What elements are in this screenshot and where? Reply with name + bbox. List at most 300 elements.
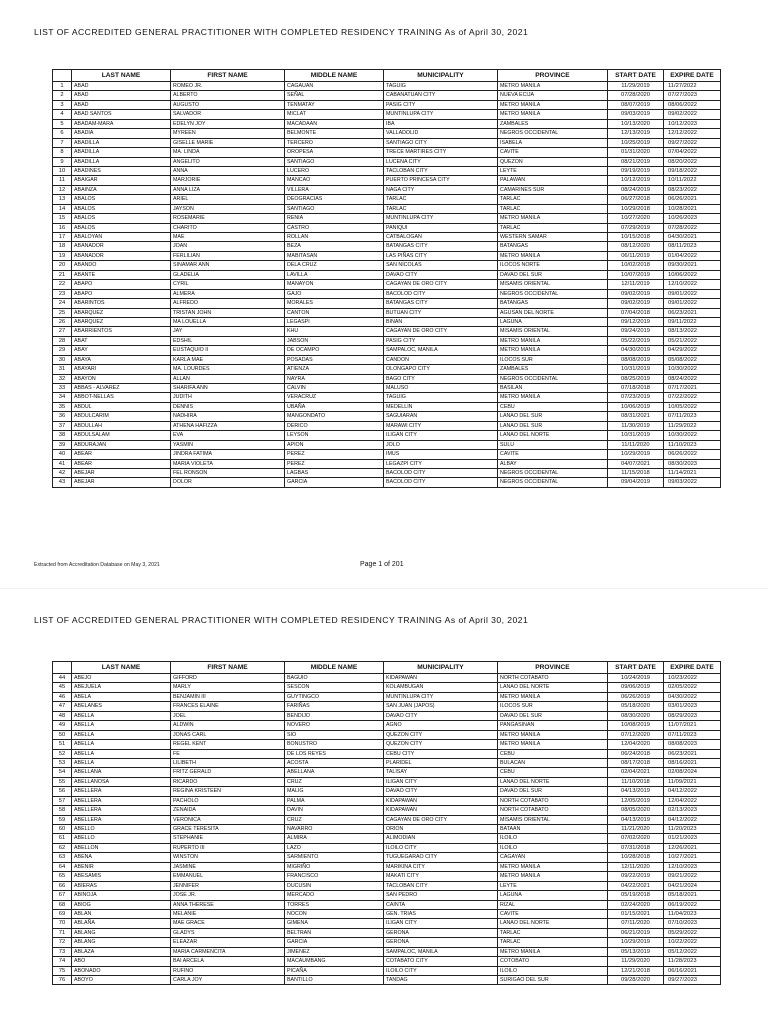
municipality-cell: CAINTA bbox=[384, 900, 498, 909]
row-number: 25 bbox=[53, 308, 72, 317]
row-number: 4 bbox=[53, 110, 72, 119]
start-date-cell: 04/13/2019 bbox=[608, 787, 664, 796]
middle-name-cell: SEÑAL bbox=[285, 91, 384, 100]
row-number: 51 bbox=[53, 740, 72, 749]
table-row bbox=[53, 242, 721, 251]
expire-date-cell: 09/21/2022 bbox=[664, 872, 721, 881]
province-cell: ISABELA bbox=[498, 138, 608, 147]
middle-name-cell: LEGASPI bbox=[285, 317, 384, 326]
table-row bbox=[53, 787, 721, 796]
expire-date-cell: 06/23/2021 bbox=[664, 749, 721, 758]
province-cell: NORTH COTABATO bbox=[498, 806, 608, 815]
table-row bbox=[53, 402, 721, 411]
middle-name-cell: DELA CRUZ bbox=[285, 261, 384, 270]
start-date-cell: 08/17/2018 bbox=[608, 758, 664, 767]
first-name-cell: BENJAMIN III bbox=[171, 692, 285, 701]
municipality-cell: MALUSO bbox=[384, 384, 498, 393]
province-cell: WESTERN SAMAR bbox=[498, 233, 608, 242]
middle-name-cell: CRUZ bbox=[285, 815, 384, 824]
middle-name-cell: CAGAUAN bbox=[285, 82, 384, 91]
column-header-start-date: START DATE bbox=[608, 662, 664, 674]
start-date-cell: 09/02/2019 bbox=[608, 299, 664, 308]
first-name-cell: RUPERTO III bbox=[171, 843, 285, 852]
page-divider bbox=[0, 588, 768, 589]
province-cell: METRO MANILA bbox=[498, 100, 608, 109]
province-cell: LEYTE bbox=[498, 881, 608, 890]
start-date-cell: 05/19/2018 bbox=[608, 891, 664, 900]
page-number: Page 1 of 201 bbox=[360, 561, 404, 568]
province-cell: BASILAN bbox=[498, 384, 608, 393]
start-date-cell: 10/08/2019 bbox=[608, 721, 664, 730]
start-date-cell: 07/31/2018 bbox=[608, 843, 664, 852]
middle-name-cell: MIGRIÑO bbox=[285, 862, 384, 871]
province-cell: BATANGAS bbox=[498, 242, 608, 251]
row-number: 43 bbox=[53, 478, 72, 487]
first-name-cell: ANNA THERESE bbox=[171, 900, 285, 909]
table-row bbox=[53, 450, 721, 459]
table-row bbox=[53, 129, 721, 138]
row-number: 45 bbox=[53, 683, 72, 692]
municipality-cell: PASIG CITY bbox=[384, 336, 498, 345]
expire-date-cell: 10/11/2022 bbox=[664, 176, 721, 185]
last-name-cell: ABAD bbox=[72, 100, 171, 109]
start-date-cell: 12/05/2019 bbox=[608, 796, 664, 805]
last-name-cell: ABANDO bbox=[72, 261, 171, 270]
province-cell: COTOBATO bbox=[498, 957, 608, 966]
municipality-cell: PLARIDEL bbox=[384, 758, 498, 767]
table-body-page-1 bbox=[53, 82, 721, 488]
expire-date-cell: 07/10/2023 bbox=[664, 919, 721, 928]
expire-date-cell: 01/21/2023 bbox=[664, 834, 721, 843]
first-name-cell: ALBERTO bbox=[171, 91, 285, 100]
first-name-cell: DENNIS bbox=[171, 402, 285, 411]
middle-name-cell: JABSON bbox=[285, 336, 384, 345]
province-cell: LAGUNA bbox=[498, 317, 608, 326]
expire-date-cell: 11/09/2021 bbox=[664, 777, 721, 786]
row-number: 10 bbox=[53, 166, 72, 175]
last-name-cell: ABAT bbox=[72, 336, 171, 345]
middle-name-cell: FRANCISCO bbox=[285, 872, 384, 881]
table-row bbox=[53, 110, 721, 119]
start-date-cell: 01/31/2020 bbox=[608, 148, 664, 157]
first-name-cell: FRITZ GERALD bbox=[171, 768, 285, 777]
province-cell: MISAMIS ORIENTAL bbox=[498, 280, 608, 289]
table-row bbox=[53, 261, 721, 270]
middle-name-cell: GARCIA bbox=[285, 478, 384, 487]
start-date-cell: 12/11/2019 bbox=[608, 280, 664, 289]
start-date-cell: 08/30/2020 bbox=[608, 711, 664, 720]
middle-name-cell: LEYSON bbox=[285, 431, 384, 440]
province-cell: SURIGAO DEL SUR bbox=[498, 976, 608, 985]
last-name-cell: ABARINTOS bbox=[72, 299, 171, 308]
province-cell: CAVITE bbox=[498, 909, 608, 918]
table-row bbox=[53, 157, 721, 166]
row-number: 63 bbox=[53, 853, 72, 862]
start-date-cell: 05/22/2019 bbox=[608, 336, 664, 345]
last-name-cell: ABELLO bbox=[72, 834, 171, 843]
first-name-cell: BAI ARCELA bbox=[171, 957, 285, 966]
first-name-cell: SALVADOR bbox=[171, 110, 285, 119]
municipality-cell: LUCENA CITY bbox=[384, 157, 498, 166]
province-cell: LANAO DEL NORTE bbox=[498, 919, 608, 928]
municipality-cell: SAGUIARAN bbox=[384, 412, 498, 421]
table-row bbox=[53, 166, 721, 175]
table-row bbox=[53, 825, 721, 834]
municipality-cell: MUNTINLUPA CITY bbox=[384, 110, 498, 119]
expire-date-cell: 12/10/2022 bbox=[664, 280, 721, 289]
province-cell: METRO MANILA bbox=[498, 110, 608, 119]
table-row bbox=[53, 711, 721, 720]
table-row bbox=[53, 412, 721, 421]
row-number: 44 bbox=[53, 674, 72, 683]
table-row bbox=[53, 440, 721, 449]
start-date-cell: 07/11/2020 bbox=[608, 919, 664, 928]
table-body-page-2 bbox=[53, 674, 721, 985]
last-name-cell: ABBOT-NELLAS bbox=[72, 393, 171, 402]
municipality-cell: PUERTO PRINCESA CITY bbox=[384, 176, 498, 185]
start-date-cell: 06/26/2019 bbox=[608, 692, 664, 701]
province-cell: CAMARINES SUR bbox=[498, 185, 608, 194]
start-date-cell: 09/22/2019 bbox=[608, 872, 664, 881]
last-name-cell: ABELLERA bbox=[72, 815, 171, 824]
row-number: 55 bbox=[53, 777, 72, 786]
province-cell: ILOILO bbox=[498, 834, 608, 843]
first-name-cell: GRACE TERESITA bbox=[171, 825, 285, 834]
start-date-cell: 06/21/2019 bbox=[608, 928, 664, 937]
table-row bbox=[53, 806, 721, 815]
table-row bbox=[53, 421, 721, 430]
table-row bbox=[53, 138, 721, 147]
expire-date-cell: 11/10/2023 bbox=[664, 440, 721, 449]
row-number: 60 bbox=[53, 825, 72, 834]
province-cell: METRO MANILA bbox=[498, 947, 608, 956]
last-name-cell: ABDULLAH bbox=[72, 421, 171, 430]
municipality-cell: LAS PIÑAS CITY bbox=[384, 251, 498, 260]
municipality-cell: DAVAO CITY bbox=[384, 711, 498, 720]
start-date-cell: 08/25/2019 bbox=[608, 374, 664, 383]
first-name-cell: MARIA VIOLETA bbox=[171, 459, 285, 468]
first-name-cell: JENNIFER bbox=[171, 881, 285, 890]
expire-date-cell: 09/30/2021 bbox=[664, 261, 721, 270]
municipality-cell: CANDON bbox=[384, 355, 498, 364]
province-cell: METRO MANILA bbox=[498, 692, 608, 701]
first-name-cell: JUDITH bbox=[171, 393, 285, 402]
row-number: 70 bbox=[53, 919, 72, 928]
expire-date-cell: 08/06/2022 bbox=[664, 100, 721, 109]
middle-name-cell: DUCUSIN bbox=[285, 881, 384, 890]
table-row bbox=[53, 862, 721, 871]
table-row bbox=[53, 374, 721, 383]
start-date-cell: 09/03/2019 bbox=[608, 110, 664, 119]
province-cell: CEBU bbox=[498, 768, 608, 777]
middle-name-cell: MALIG bbox=[285, 787, 384, 796]
table-row bbox=[53, 214, 721, 223]
middle-name-cell: MANAYON bbox=[285, 280, 384, 289]
municipality-cell: ALIMODIAN bbox=[384, 834, 498, 843]
expire-date-cell: 11/04/2023 bbox=[664, 909, 721, 918]
province-cell: TARLAC bbox=[498, 928, 608, 937]
row-number: 2 bbox=[53, 91, 72, 100]
last-name-cell: ABAPO bbox=[72, 289, 171, 298]
first-name-cell: ROMEO JR. bbox=[171, 82, 285, 91]
table-row bbox=[53, 853, 721, 862]
expire-date-cell: 02/05/2022 bbox=[664, 683, 721, 692]
middle-name-cell: PICAÑA bbox=[285, 966, 384, 975]
last-name-cell: ABADAM-MARA bbox=[72, 119, 171, 128]
middle-name-cell: MICLAT bbox=[285, 110, 384, 119]
expire-date-cell: 04/12/2022 bbox=[664, 787, 721, 796]
row-number: 37 bbox=[53, 421, 72, 430]
municipality-cell: BATANGAS CITY bbox=[384, 242, 498, 251]
municipality-cell: KIDAPAWAN bbox=[384, 796, 498, 805]
province-cell: CAVITE bbox=[498, 450, 608, 459]
start-date-cell: 07/04/2018 bbox=[608, 308, 664, 317]
municipality-cell: CAGAYAN DE ORO CITY bbox=[384, 815, 498, 824]
last-name-cell: ABELLA bbox=[72, 740, 171, 749]
expire-date-cell: 11/20/2023 bbox=[664, 825, 721, 834]
last-name-cell: ABADILLA bbox=[72, 138, 171, 147]
municipality-cell: MUNTINLUPA CITY bbox=[384, 692, 498, 701]
start-date-cell: 12/04/2020 bbox=[608, 740, 664, 749]
last-name-cell: ABLANG bbox=[72, 928, 171, 937]
middle-name-cell: RENIA bbox=[285, 214, 384, 223]
table-row bbox=[53, 928, 721, 937]
municipality-cell: TANDAG bbox=[384, 976, 498, 985]
first-name-cell: SINAMAR ANN bbox=[171, 261, 285, 270]
middle-name-cell: GUYTINGCO bbox=[285, 692, 384, 701]
municipality-cell: BAGO CITY bbox=[384, 374, 498, 383]
expire-date-cell: 06/23/2021 bbox=[664, 308, 721, 317]
expire-date-cell: 01/04/2022 bbox=[664, 251, 721, 260]
middle-name-cell: DEOGRACIAS bbox=[285, 195, 384, 204]
expire-date-cell: 10/26/2023 bbox=[664, 214, 721, 223]
first-name-cell: DOLOR bbox=[171, 478, 285, 487]
row-number: 46 bbox=[53, 692, 72, 701]
province-cell: ILOCOS NORTE bbox=[498, 261, 608, 270]
province-cell: PANGASINAN bbox=[498, 721, 608, 730]
table-row bbox=[53, 346, 721, 355]
start-date-cell: 12/13/2019 bbox=[608, 129, 664, 138]
start-date-cell: 10/12/2019 bbox=[608, 176, 664, 185]
middle-name-cell: PEREZ bbox=[285, 450, 384, 459]
start-date-cell: 11/11/2020 bbox=[608, 440, 664, 449]
last-name-cell: ABELLON bbox=[72, 843, 171, 852]
expire-date-cell: 09/11/2022 bbox=[664, 317, 721, 326]
middle-name-cell: SIO bbox=[285, 730, 384, 739]
province-cell: METRO MANILA bbox=[498, 214, 608, 223]
province-cell: MISAMIS ORIENTAL bbox=[498, 327, 608, 336]
row-number: 18 bbox=[53, 242, 72, 251]
municipality-cell: MUNTINLUPA CITY bbox=[384, 214, 498, 223]
column-header-last-name: LAST NAME bbox=[72, 70, 171, 82]
start-date-cell: 07/18/2018 bbox=[608, 384, 664, 393]
row-number: 47 bbox=[53, 702, 72, 711]
row-number: 76 bbox=[53, 976, 72, 985]
row-number: 39 bbox=[53, 440, 72, 449]
municipality-cell: TAGUIG bbox=[384, 82, 498, 91]
last-name-cell: ABAD bbox=[72, 91, 171, 100]
province-cell: METRO MANILA bbox=[498, 393, 608, 402]
first-name-cell: ALFREDO bbox=[171, 299, 285, 308]
start-date-cell: 10/27/2020 bbox=[608, 214, 664, 223]
last-name-cell: ABEAR bbox=[72, 450, 171, 459]
municipality-cell: TUGUEGARAO CITY bbox=[384, 853, 498, 862]
first-name-cell: ARIEL bbox=[171, 195, 285, 204]
table-row bbox=[53, 966, 721, 975]
table-row bbox=[53, 909, 721, 918]
row-number: 6 bbox=[53, 129, 72, 138]
expire-date-cell: 07/22/2022 bbox=[664, 393, 721, 402]
start-date-cell: 02/24/2020 bbox=[608, 900, 664, 909]
municipality-cell: BACOLOD CITY bbox=[384, 468, 498, 477]
last-name-cell: ABAINZA bbox=[72, 185, 171, 194]
middle-name-cell: BEZA bbox=[285, 242, 384, 251]
province-cell: LANAO DEL SUR bbox=[498, 412, 608, 421]
start-date-cell: 09/06/2019 bbox=[608, 683, 664, 692]
expire-date-cell: 09/01/2022 bbox=[664, 299, 721, 308]
start-date-cell: 05/13/2019 bbox=[608, 947, 664, 956]
province-cell: QUEZON bbox=[498, 157, 608, 166]
province-cell: ILOILO bbox=[498, 843, 608, 852]
first-name-cell: RICARDO bbox=[171, 777, 285, 786]
last-name-cell: ABBAS - ALVAREZ bbox=[72, 384, 171, 393]
last-name-cell: ABDUL bbox=[72, 402, 171, 411]
first-name-cell: MA. LOURDES bbox=[171, 365, 285, 374]
extraction-note: Extracted from Accreditation Database on May 3, 2021 bbox=[34, 562, 160, 568]
expire-date-cell: 04/21/2024 bbox=[664, 881, 721, 890]
municipality-cell: TRECE MARTIRES CITY bbox=[384, 148, 498, 157]
middle-name-cell: SANTIAGO bbox=[285, 157, 384, 166]
expire-date-cell: 10/05/2022 bbox=[664, 402, 721, 411]
expire-date-cell: 11/28/2023 bbox=[664, 957, 721, 966]
first-name-cell: ALMERA bbox=[171, 289, 285, 298]
middle-name-cell: MANGONDATO bbox=[285, 412, 384, 421]
row-number: 42 bbox=[53, 468, 72, 477]
last-name-cell: ABELANES bbox=[72, 702, 171, 711]
row-number: 75 bbox=[53, 966, 72, 975]
row-number: 15 bbox=[53, 214, 72, 223]
middle-name-cell: PEREZ bbox=[285, 459, 384, 468]
province-cell: BATANGAS bbox=[498, 299, 608, 308]
province-cell: MISAMIS ORIENTAL bbox=[498, 815, 608, 824]
first-name-cell: ATHENA HAFIZZA bbox=[171, 421, 285, 430]
middle-name-cell: FARIÑAS bbox=[285, 702, 384, 711]
row-number: 19 bbox=[53, 251, 72, 260]
last-name-cell: ABAYA bbox=[72, 355, 171, 364]
municipality-cell: BATANGAS CITY bbox=[384, 299, 498, 308]
municipality-cell: SAMPALOC, MANILA bbox=[384, 947, 498, 956]
first-name-cell: REGEL KENT bbox=[171, 740, 285, 749]
row-number: 13 bbox=[53, 195, 72, 204]
middle-name-cell: GARCIA bbox=[285, 938, 384, 947]
last-name-cell: ABELLA bbox=[72, 711, 171, 720]
last-name-cell: ABELLERA bbox=[72, 796, 171, 805]
last-name-cell: ABALOS bbox=[72, 195, 171, 204]
municipality-cell: ILIGAN CITY bbox=[384, 919, 498, 928]
province-cell: ALBAY bbox=[498, 459, 608, 468]
row-number: 20 bbox=[53, 261, 72, 270]
start-date-cell: 11/10/2018 bbox=[608, 777, 664, 786]
last-name-cell: ABADIA bbox=[72, 129, 171, 138]
province-cell: DAVAO DEL SUR bbox=[498, 711, 608, 720]
table-row bbox=[53, 280, 721, 289]
middle-name-cell: CRUZ bbox=[285, 777, 384, 786]
province-cell: TARLAC bbox=[498, 223, 608, 232]
middle-name-cell: DE LOS REYES bbox=[285, 749, 384, 758]
municipality-cell: CABANATUAN CITY bbox=[384, 91, 498, 100]
table-row bbox=[53, 176, 721, 185]
municipality-cell: GERONA bbox=[384, 928, 498, 937]
start-date-cell: 07/02/2020 bbox=[608, 834, 664, 843]
last-name-cell: ABOYO bbox=[72, 976, 171, 985]
table-row bbox=[53, 308, 721, 317]
province-cell: METRO MANILA bbox=[498, 740, 608, 749]
expire-date-cell: 07/11/2023 bbox=[664, 730, 721, 739]
municipality-cell: IBA bbox=[384, 119, 498, 128]
row-number: 16 bbox=[53, 223, 72, 232]
column-header-last-name: LAST NAME bbox=[72, 662, 171, 674]
middle-name-cell: MABITASAN bbox=[285, 251, 384, 260]
last-name-cell: ABDULCARIM bbox=[72, 412, 171, 421]
expire-date-cell: 08/11/2023 bbox=[664, 242, 721, 251]
expire-date-cell: 10/12/2023 bbox=[664, 119, 721, 128]
first-name-cell: FEL RONSON bbox=[171, 468, 285, 477]
row-number: 62 bbox=[53, 843, 72, 852]
row-number: 11 bbox=[53, 176, 72, 185]
table-row bbox=[53, 815, 721, 824]
last-name-cell: ABARQUEZ bbox=[72, 317, 171, 326]
last-name-cell: ABELLERA bbox=[72, 787, 171, 796]
expire-date-cell: 07/28/2022 bbox=[664, 223, 721, 232]
table-row bbox=[53, 270, 721, 279]
municipality-cell: TAGUIG bbox=[384, 393, 498, 402]
municipality-cell: CATBALOGAN bbox=[384, 233, 498, 242]
municipality-cell: CAGAYAN DE ORO CITY bbox=[384, 327, 498, 336]
last-name-cell: ABELLANOSA bbox=[72, 777, 171, 786]
last-name-cell: ABONADO bbox=[72, 966, 171, 975]
province-cell: METRO MANILA bbox=[498, 872, 608, 881]
table-row bbox=[53, 148, 721, 157]
start-date-cell: 08/31/2021 bbox=[608, 412, 664, 421]
expire-date-cell: 10/23/2022 bbox=[664, 674, 721, 683]
middle-name-cell: DAVIN bbox=[285, 806, 384, 815]
province-cell: CAGAYAN bbox=[498, 853, 608, 862]
province-cell: CAVITE bbox=[498, 148, 608, 157]
last-name-cell: ABELLA bbox=[72, 758, 171, 767]
start-date-cell: 05/18/2020 bbox=[608, 702, 664, 711]
expire-date-cell: 08/08/2023 bbox=[664, 740, 721, 749]
row-number: 7 bbox=[53, 138, 72, 147]
row-number: 33 bbox=[53, 384, 72, 393]
start-date-cell: 09/24/2019 bbox=[608, 327, 664, 336]
table-row bbox=[53, 336, 721, 345]
first-name-cell: MA LOUELLA bbox=[171, 317, 285, 326]
province-cell: NEGROS OCCIDENTAL bbox=[498, 129, 608, 138]
row-number: 31 bbox=[53, 365, 72, 374]
first-name-cell: WINSTON bbox=[171, 853, 285, 862]
row-number: 67 bbox=[53, 891, 72, 900]
row-number: 5 bbox=[53, 119, 72, 128]
table-row bbox=[53, 891, 721, 900]
municipality-cell: BUTUAN CITY bbox=[384, 308, 498, 317]
first-name-cell: JOEL bbox=[171, 711, 285, 720]
row-number: 24 bbox=[53, 299, 72, 308]
start-date-cell: 10/24/2019 bbox=[608, 674, 664, 683]
last-name-cell: ABIOG bbox=[72, 900, 171, 909]
province-cell: NUEVA ECIJA bbox=[498, 91, 608, 100]
table-row bbox=[53, 881, 721, 890]
middle-name-cell: DE OCAMPO bbox=[285, 346, 384, 355]
